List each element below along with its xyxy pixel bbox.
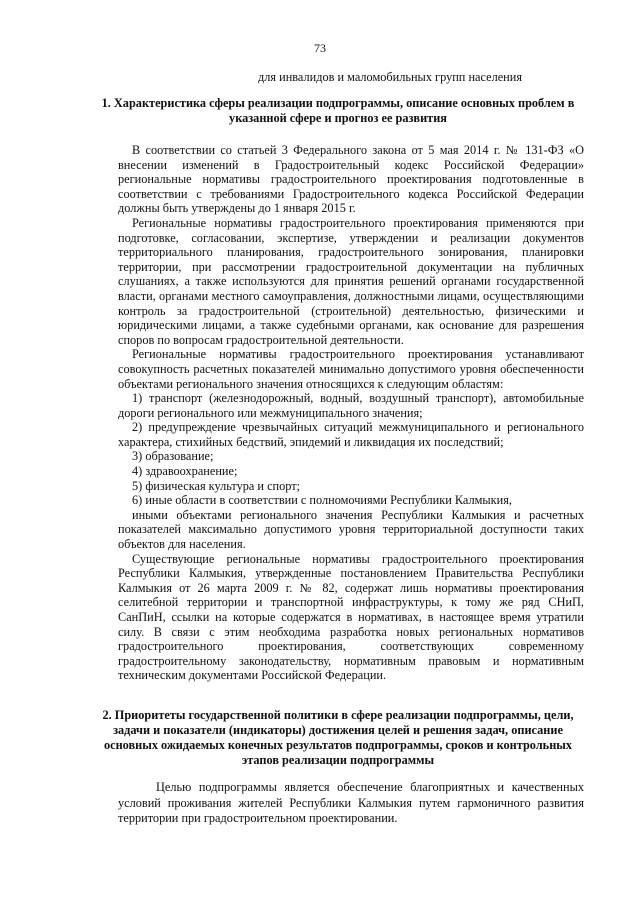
section-2-body [118,780,584,827]
paragraph: В соответствии со статьей 3 Федерального закона от 5 мая 2014 г. № 131-ФЗ «О внесении изменений в Градостроительный кодекс Российской Федерации» региональные нормативы градостроительного проектирования подготовленные в соответствии с требованиями Градостроительного кодекса Российской Федерации должны быть утверждены до 1 января 2015 г. [118,143,584,216]
page-number: 73 [314,41,326,55]
paragraph: иными объектами регионального значения Республики Калмыкия и расчетных показателей максимально допустимого уровня территориальной доступности таких объектов для населения. [118,507,584,552]
paragraph: Целью подпрограммы является обеспечение благоприятных и качественных условий проживания жителей Республики Калмыкия путем гармоничного развития территории при градостроительном проектировании. [118,780,584,825]
paragraph: Региональные нормативы градостроительного проектирования устанавливают совокупность расчетных показателей минимально допустимого уровня обеспеченности объектами регионального значения относящихся к следующим областям: [118,347,584,391]
section-2-heading: 2. Приоритеты государственной политики в сфере реализации подпрограммы, цели, задачи и показатели (индикаторы) достижения целей и решения задач, описание основных ожидаемых конечных результатов подпрограммы, сроков и контрольных этапов реализации подпрограммы [102,708,574,767]
section-1-heading: 1. Характеристика сферы реализации подпрограммы, описание основных проблем в указанной сфере и прогноз ее развития [101,96,575,125]
list-item: 4) здравоохранение; [132,464,238,479]
list-item: 2) предупреждение чрезвычайных ситуаций межмуниципального и регионального характера, стихийных бедствий, эпидемий и ликвидация их последствий; [118,420,584,449]
paragraph: Существующие региональные нормативы градостроительного проектирования Республики Калмыкия, утвержденные постановлением Правительства Республики Калмыкия от 26 марта 2009 г. № 82, содержат лишь нормативы проектирования селитебной территории и транспортной инфраструктуры, к тому же ряд СНиП, СанПиН, ссылки на которые содержатся в нормативах, в настоящее время утратили силу. В связи с этим необходима разработка новых региональных нормативов градостроительного проектирования, соответствующих современному градостроительному законодательству, нормативным правовым и нормативным техническим документами Российской Федерации. [118,551,584,683]
continued-line: для инвалидов и маломобильных групп населения [258,70,522,84]
list-item: 5) физическая культура и спорт; [132,478,301,493]
section-1-body [118,143,584,683]
list-item: 1) транспорт (железнодорожный, водный, воздушный транспорт), автомобильные дороги регионального или межмуниципального значения; [118,391,584,420]
paragraph: Региональные нормативы градостроительного проектирования применяются при подготовке, согласовании, экспертизе, утверждении и реализации документов территориального планирования, градостроительного зонирования, планировки территории, при рассмотрении градостроительной документации на публичных слушаниях, а также используются для принятия решений органами государственной власти, органами местного самоуправления, должностными лицами, осуществляющими контроль за градостроительной (строительной) деятельностью, физическими и юридическими лицами, а также судебными органами, как основание для разрешения споров по вопросам градостроительной деятельности. [118,215,584,347]
list-item: 3) образование; [132,449,214,464]
list-item: 6) иные области в соответствии с полномочиями Республики Калмыкия, [132,493,512,508]
